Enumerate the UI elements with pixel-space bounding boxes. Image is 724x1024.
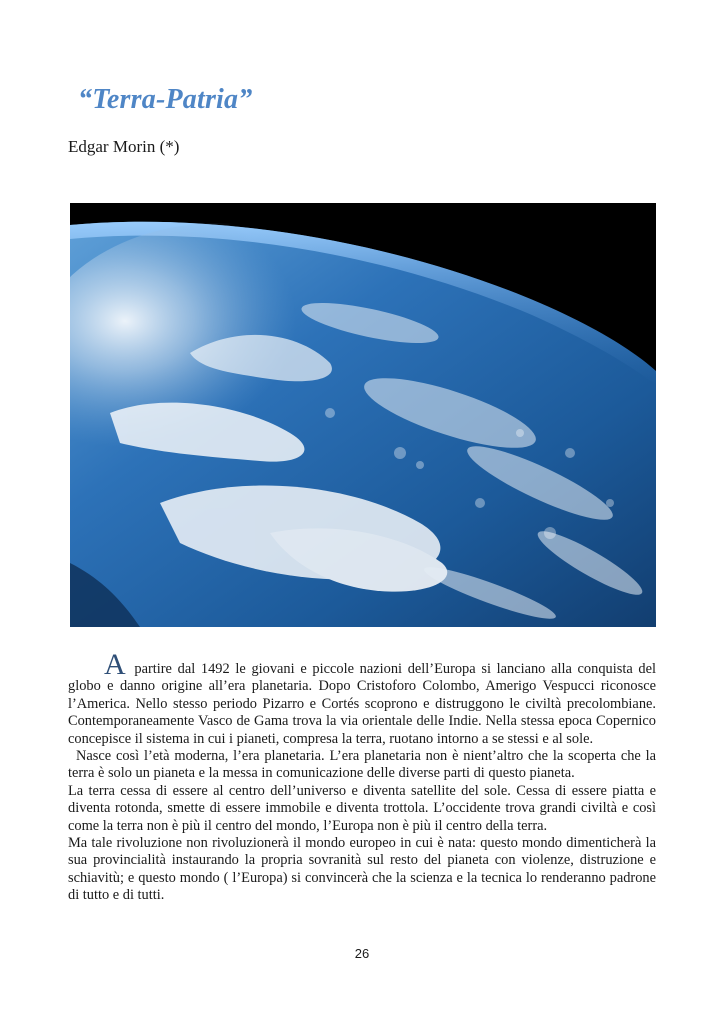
paragraph-1 — [68, 648, 656, 748]
article-body — [68, 648, 656, 905]
paragraph-1-text: partire dal 1492 le giovani e piccole nazioni dell’Europa si lanciano alla conquista del globo e danno origine all’era planetaria. Dopo Cristoforo Colombo, Amerigo Vespucci riconosce l’America. Nello stesso periodo Pizarro e Cortés scoprono e distruggono le civiltà precolombiane. Contemporaneamente Vasco de Gama trova la via orientale delle Indie. Nella stessa epoca Copernico concepisce il sistema in cui i pianeti, compresa la terra, ruotano intorno a se stessi e al sole. — [68, 661, 656, 747]
paragraph-2: Nasce così l’età moderna, l’era planetaria. L’era planetaria non è nient’altro che la scoperta che la terra è solo un pianeta e la messa in comunicazione delle diverse parti di questo pianeta. — [68, 748, 656, 782]
article-title: “Terra-Patria” — [78, 84, 253, 115]
author-byline: Edgar Morin (*) — [68, 137, 180, 156]
drop-cap: A — [104, 648, 126, 681]
paragraph-3: La terra cessa di essere al centro dell’universo e diventa satellite del sole. Cessa di essere piatta e diventa rotonda, smette di essere immobile e diventa trottola. L’occidente trova grandi civiltà e così come la terra non è più il centro del mondo, l’Europa non è più il centro della terra. — [68, 782, 656, 834]
page-number: 26 — [354, 946, 370, 961]
earth-from-space-photo — [70, 203, 656, 627]
earth-photo-illustration — [70, 203, 656, 627]
paragraph-4: Ma tale rivoluzione non rivoluzionerà il mondo europeo in cui è nata: questo mondo dimenticherà la sua provincialità instaurando la propria sovranità sul resto del pianeta con violenze, distruzione e schiavitù; e questo mondo ( l’Europa) si convincerà che la scienza e la tecnica lo renderanno padrone di tutto e di tutti. — [68, 835, 656, 904]
